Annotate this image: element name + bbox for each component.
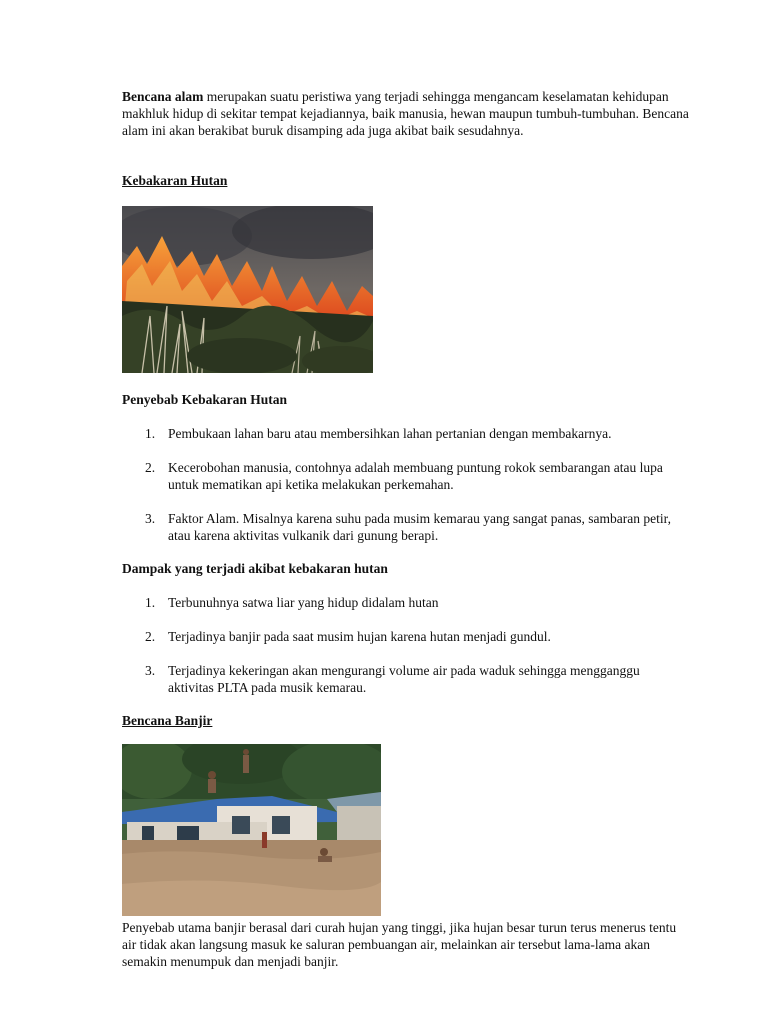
flood-section-title: Bencana Banjir xyxy=(122,713,213,728)
list-text: Kecerobohan manusia, contohnya adalah membuang puntung rokok sembarangan atau lupa untuk mematikan api ketika melakukan perkemahan. xyxy=(168,460,663,492)
intro-text: merupakan suatu peristiwa yang terjadi sehingga mengancam keselamatan kehidupan makhluk hidup di sekitar tempat kejadiannya, baik manusia, hewan maupun tumbuh-tumbuhan. Bencana alam ini akan berakibat buruk disamping ada juga akibat baik sesudahnya. xyxy=(122,89,689,138)
forest-fire-image xyxy=(122,206,373,373)
forest-fire-photo xyxy=(122,206,373,373)
fire-impacts-title: Dampak yang terjadi akibat kebakaran hutan xyxy=(122,561,388,576)
list-number: 3. xyxy=(145,663,156,678)
list-number: 3. xyxy=(145,511,156,526)
list-text: Pembukaan lahan baru atau membersihkan lahan pertanian dengan membakarnya. xyxy=(168,426,612,441)
fire-causes-title: Penyebab Kebakaran Hutan xyxy=(122,392,288,407)
intro-paragraph xyxy=(122,88,692,139)
fire-section-title: Kebakaran Hutan xyxy=(122,173,228,188)
list-text: Terbunuhnya satwa liar yang hidup didalam hutan xyxy=(168,595,439,610)
flood-photo xyxy=(122,744,381,916)
list-number: 2. xyxy=(145,629,156,644)
list-text: Terjadinya banjir pada saat musim hujan karena hutan menjadi gundul. xyxy=(168,629,551,644)
flood-image xyxy=(122,744,381,916)
list-text: Terjadinya kekeringan akan mengurangi volume air pada waduk sehingga mengganggu aktivitas PLTA pada musik kemarau. xyxy=(168,663,640,695)
list-number: 1. xyxy=(145,426,156,441)
list-number: 1. xyxy=(145,595,156,610)
list-number: 2. xyxy=(145,460,156,475)
flood-paragraph: Penyebab utama banjir berasal dari curah hujan yang tinggi, jika hujan besar turun terus menerus tentu air tidak akan langsung masuk ke saluran pembuangan air, melainkan air tersebut lama-lama akan semakin menumpuk dan menjadi banjir. xyxy=(122,920,677,969)
intro-term: Bencana alam xyxy=(122,89,204,104)
list-text: Faktor Alam. Misalnya karena suhu pada musim kemarau yang sangat panas, sambaran petir, atau karena aktivitas vulkanik dari gunung berapi. xyxy=(168,511,671,543)
